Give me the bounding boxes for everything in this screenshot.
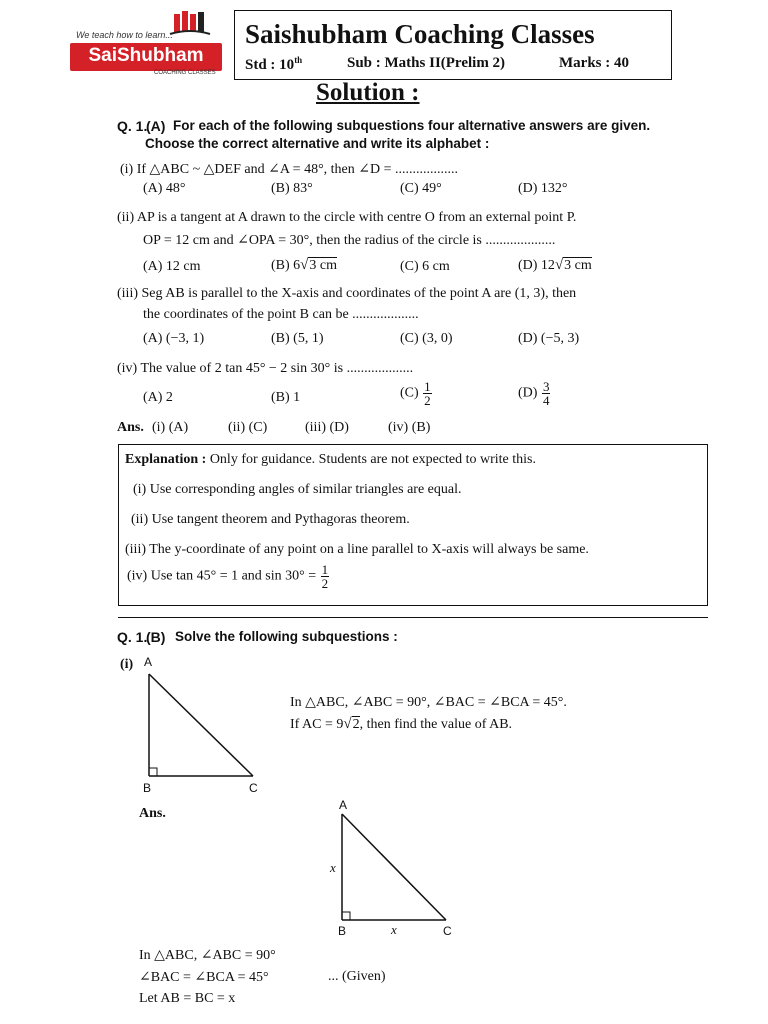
q1a-ii-text: (ii) AP is a tangent at A drawn to the circle with centre O from an external point P. (117, 210, 577, 225)
q1a-iii-opt-d: (D) (−5, 3) (518, 331, 580, 346)
q1a-iii-text2: the coordinates of the point B can be ................... (143, 307, 419, 322)
q1a-iii-opt-c: (C) (3, 0) (400, 331, 453, 346)
fig2-label-b: B (338, 924, 347, 938)
q1b-label: Q. 1. (117, 629, 148, 645)
explanation-line-2: (ii) Use tangent theorem and Pythagoras theorem. (131, 512, 410, 527)
q1a-ans-3: (iii) (D) (305, 420, 349, 435)
q1a-i-opt-b: (B) 83° (271, 181, 313, 196)
explanation-line-1: (i) Use corresponding angles of similar triangles are equal. (133, 482, 462, 497)
q1a-i-opt-c: (C) 49° (400, 181, 442, 196)
q1b-part: (B) (146, 629, 166, 645)
q1a-ans-4: (iv) (B) (388, 420, 431, 435)
q1b-work-3: Let AB = BC = x (139, 991, 236, 1006)
q1a-label: Q. 1. (117, 118, 148, 134)
triangle-figure-2 (330, 806, 460, 931)
q1a-ii-opt-b: (B) 6√3 cm (271, 257, 338, 273)
q1b-ans-label: Ans. (139, 806, 166, 821)
q1a-ii-opt-d: (D) 12√3 cm (518, 257, 592, 273)
q1a-i-opt-d: (D) 132° (518, 181, 568, 196)
q1a-iii-text: (iii) Seg AB is parallel to the X-axis and coordinates of the point A are (1, 3), then (117, 286, 577, 301)
solution-title: Solution : (316, 79, 420, 106)
logo (68, 8, 228, 78)
explanation-intro: Only for guidance. Students are not expected to write this. (209, 452, 537, 467)
q1a-i-opt-a: (A) 48° (143, 181, 186, 196)
q1a-i-text: (i) If △ABC ~ △DEF and ∠A = 48°, then ∠D = .................. (120, 162, 459, 177)
header-box (234, 10, 672, 80)
q1b-problem-2: If AC = 9√2, then find the value of AB. (290, 716, 513, 732)
section-divider (118, 617, 708, 618)
fig1-label-c: C (249, 781, 258, 795)
logo-name (70, 43, 222, 71)
triangle-figure-1 (135, 652, 275, 797)
q1b-work-2: ∠BAC = ∠BCA = 45° (139, 970, 269, 985)
q1b-problem-1: In △ABC, ∠ABC = 90°, ∠BAC = ∠BCA = 45°. (290, 695, 567, 710)
q1a-part: (A) (146, 118, 166, 134)
fig2-label-c: C (443, 924, 452, 938)
marks-label: Marks : 40 (559, 55, 629, 71)
subject-label: Sub : Maths II(Prelim 2) (347, 55, 506, 71)
fig1-label-a: A (144, 655, 153, 669)
q1a-instruction-1: For each of the following subquestions four alternative answers are given. (173, 118, 651, 133)
q1a-iv-opt-d: (D) $\frac{3}{4}$ (518, 379, 550, 408)
q1a-iii-opt-b: (B) (5, 1) (271, 331, 324, 346)
q1a-ans-2: (ii) (C) (228, 420, 268, 435)
school-title: Saishubham Coaching Classes (245, 19, 595, 49)
q1a-ii-text2: OP = 12 cm and ∠OPA = 30°, then the radius of the circle is .................... (143, 233, 556, 248)
q1a-iv-opt-a: (A) 2 (143, 390, 173, 405)
fig2-label-x-bottom: x (391, 922, 397, 937)
explanation-line-3: (iii) The y-coordinate of any point on a line parallel to X-axis will always be same. (125, 542, 589, 557)
explanation-box (118, 444, 708, 606)
q1a-instruction-2: Choose the correct alternative and write its alphabet : (145, 136, 490, 151)
explanation-intro-line (125, 452, 536, 468)
q1b-work-2-reason: ... (Given) (328, 969, 386, 984)
explanation-line-4: (iv) Use tan 45° = 1 and sin 30° = $\frac{1}{2}$ (127, 562, 329, 591)
fig1-label-b: B (143, 781, 152, 795)
fig2-label-x-left: x (330, 860, 336, 875)
std-label: Std : 10th (245, 55, 303, 73)
q1a-ans-label: Ans. (117, 420, 144, 435)
q1a-ii-opt-c: (C) 6 cm (400, 259, 450, 274)
logo-sub: COACHING CLASSES (154, 70, 216, 76)
book-icon (168, 10, 212, 40)
q1b-work-1: In △ABC, ∠ABC = 90° (139, 948, 276, 963)
q1a-iv-text: (iv) The value of 2 tan 45° − 2 sin 30° is ................... (117, 361, 414, 376)
explanation-label: Explanation : (125, 452, 207, 467)
q1b-instruction: Solve the following subquestions : (175, 629, 398, 644)
logo-tagline: We teach how to learn... (76, 30, 173, 40)
q1a-iii-opt-a: (A) (−3, 1) (143, 331, 205, 346)
q1a-ii-opt-a: (A) 12 cm (143, 259, 201, 274)
q1a-iv-opt-b: (B) 1 (271, 390, 301, 405)
q1b-num: (i) (120, 657, 134, 672)
fig2-label-a: A (339, 798, 348, 812)
logo-name-text: SaiShubham (88, 45, 204, 66)
q1a-ans-1: (i) (A) (152, 420, 189, 435)
q1a-iv-opt-c: (C) $\frac{1}{2}$ (400, 379, 431, 408)
